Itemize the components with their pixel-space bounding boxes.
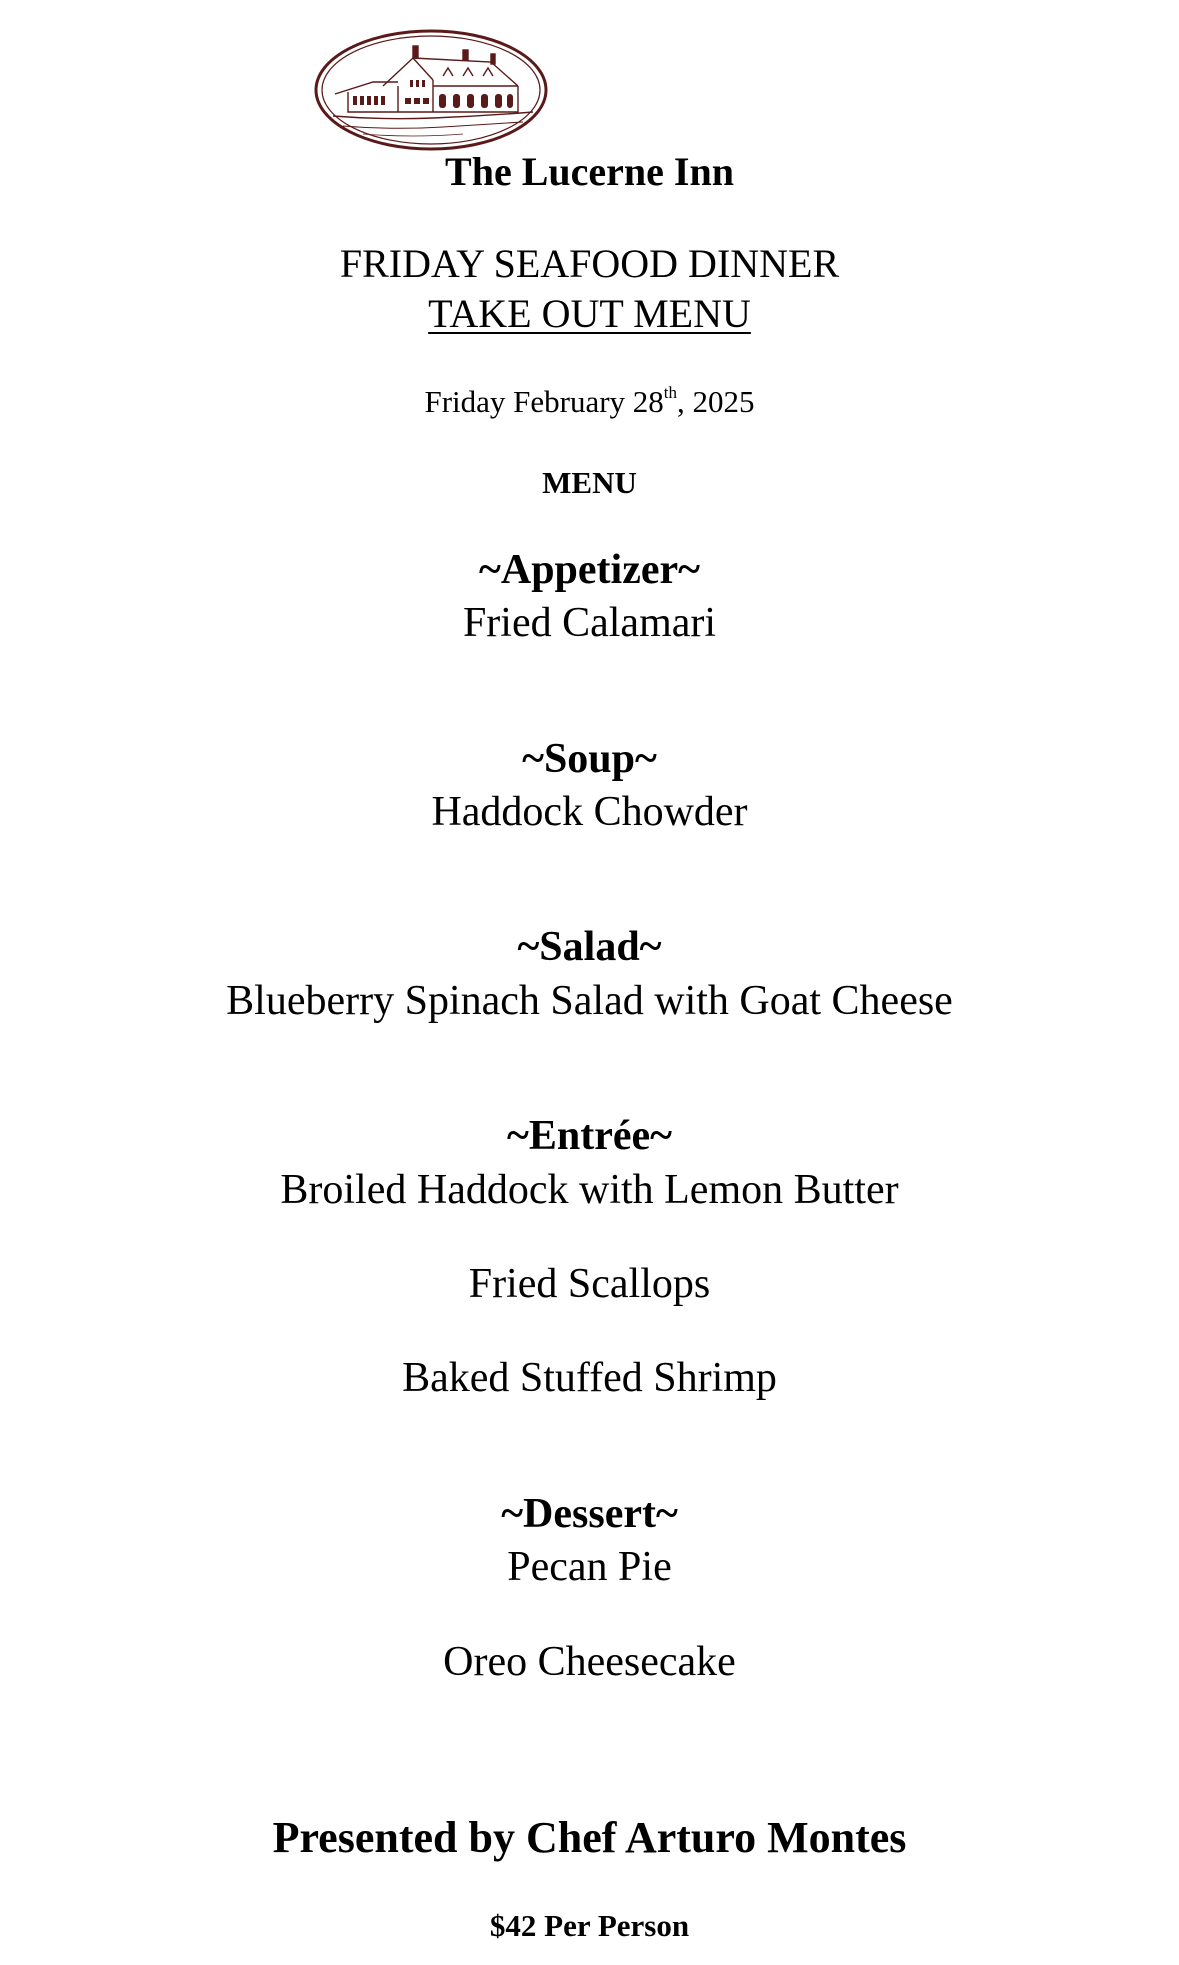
section-title-appetizer: ~Appetizer~	[479, 547, 700, 593]
menu-heading: MENU	[542, 465, 637, 500]
menu-item: Fried Calamari	[462, 600, 717, 646]
section-title-entree: ~Entrée~	[507, 1113, 672, 1159]
menu-item: Broiled Haddock with Lemon Butter	[280, 1167, 899, 1213]
menu-item: Blueberry Spinach Salad with Goat Cheese	[226, 978, 953, 1024]
menu-type-text: TAKE OUT MENU	[428, 291, 751, 336]
menu-item: Oreo Cheesecake	[443, 1639, 736, 1685]
section-title-soup: ~Soup~	[522, 736, 657, 782]
date-prefix: Friday February 28	[424, 384, 664, 419]
menu-item: Haddock Chowder	[431, 789, 748, 835]
date-year: , 2025	[677, 384, 755, 419]
menu-item: Baked Stuffed Shrimp	[402, 1355, 777, 1401]
chef-credit: Presented by Chef Arturo Montes	[272, 1813, 907, 1862]
inn-building-logo	[313, 28, 549, 152]
event-title: FRIDAY SEAFOOD DINNER	[339, 241, 840, 286]
section-title-salad: ~Salad~	[517, 924, 662, 970]
price: $42 Per Person	[489, 1908, 690, 1943]
date-ordinal: th	[663, 383, 678, 402]
restaurant-name: The Lucerne Inn	[445, 149, 734, 194]
menu-type	[0, 291, 1179, 336]
section-title-dessert: ~Dessert~	[501, 1491, 678, 1537]
menu-item: Pecan Pie	[507, 1544, 672, 1590]
event-date	[0, 383, 1179, 419]
menu-item: Fried Scallops	[468, 1261, 711, 1307]
